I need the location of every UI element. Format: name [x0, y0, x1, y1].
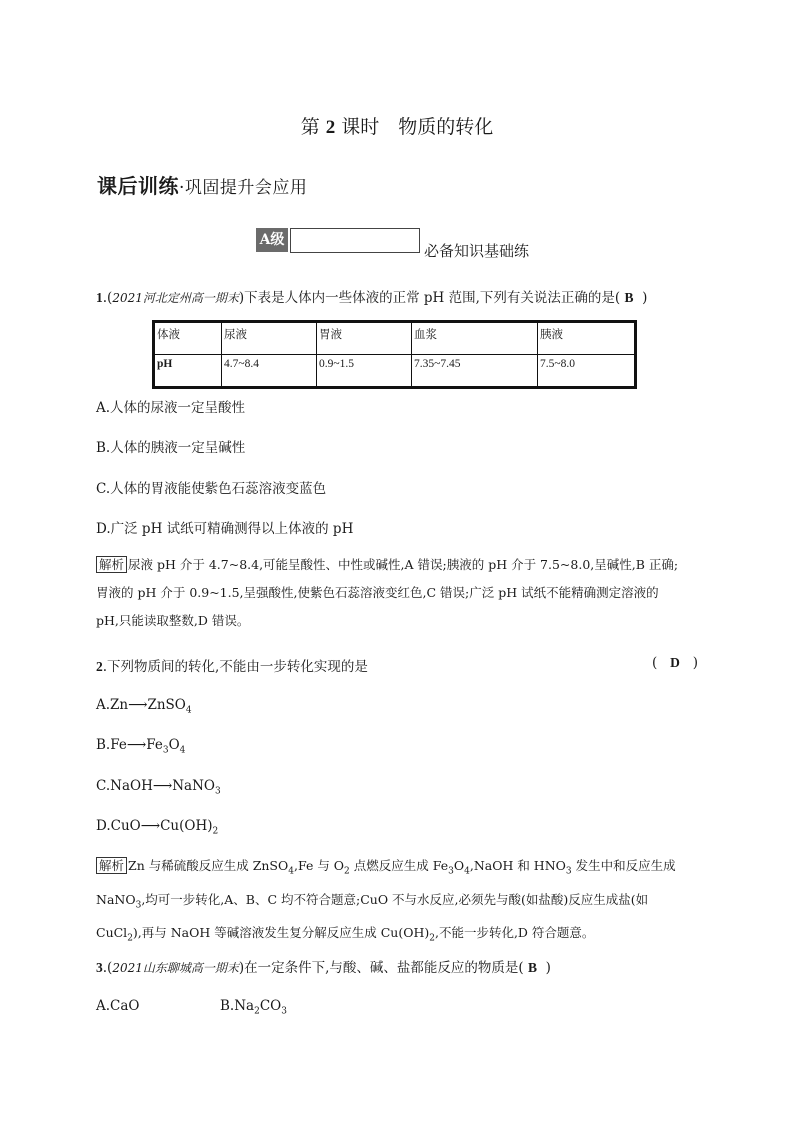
- explanation-1: 解析 尿液 pH 介于 4.7~8.4,可能呈酸性、中性或碱性,A 错误;胰液的 pH 介于 7.5~8.0,呈碱性,B 正确; 胃液的 pH 介于 0.9~1.5,呈强酸性,使紫色石蕊溶液变红色,C 错误;广泛 pH 试纸不能精确测定溶液的 pH,只能读取整数,D 错误。: [96, 557, 679, 628]
- page-title: 第 2 课时 物质的转化: [300, 116, 494, 138]
- option-1a: A.人体的尿液一定呈酸性: [96, 400, 246, 416]
- option-3a: A.CaO: [96, 998, 140, 1014]
- question-2: 2.下列物质间的转化,不能由一步转化实现的是: [96, 659, 368, 675]
- level-badge: A级: [256, 228, 288, 252]
- option-1d: D.广泛 pH 试纸可精确测得以上体液的 pH: [96, 521, 354, 537]
- question-1: 1.(2021河北定州高一期末)下表是人体内一些体液的正常 pH 范围,下列有关说法正确的是( B ): [96, 290, 648, 306]
- explanation-tag: 解析: [96, 857, 127, 874]
- answer-2: D: [670, 655, 680, 670]
- section-heading: 课后训练·巩固提升会应用: [97, 174, 308, 198]
- option-1c: C.人体的胃液能使紫色石蕊溶液变蓝色: [96, 481, 327, 497]
- answer-1: B: [624, 290, 634, 305]
- level-blank-box: [290, 228, 420, 253]
- option-2a: A.Zn⟶ZnSO$_4$: [96, 697, 192, 716]
- level-header: [256, 228, 420, 254]
- table-row: 体液 尿液 胃液 血浆 胰液: [154, 322, 636, 355]
- explanation-2: 解析 Zn 与稀硫酸反应生成 ZnSO$_4$,Fe 与 $O_2$ 点燃反应生成 $Fe_3O_4,NaOH$ 和 $HNO_3$ 发生中和反应生成 NaNO$_3$,均可一步转化,A、B、C 均不符合题意;CuO 不与水反应,必须先与酸(如盐酸)反应生成盐(如 CuCl$_2$),再与 NaOH 等碱溶液发生复分解反应生成 $Cu(OH)_2$,不能一步转化,D 符合题意。: [96, 858, 676, 944]
- option-2d: $D.CuO⟶Cu(OH)_2$: [96, 818, 219, 837]
- ph-table: [152, 320, 637, 389]
- option-1b: B.人体的胰液一定呈碱性: [96, 440, 246, 456]
- option-2c: C.NaOH⟶NaNO$_3$: [96, 778, 221, 797]
- level-title: 必备知识基础练: [424, 242, 530, 260]
- table-row: pH 4.7~8.4 0.9~1.5 7.35~7.45 7.5~8.0: [154, 355, 636, 388]
- option-2b: $B.Fe⟶Fe_3O_4$: [96, 737, 186, 756]
- answer-2-wrap: ( D ): [651, 655, 698, 671]
- answer-3: B: [527, 960, 537, 975]
- question-3: 3.(2021山东聊城高一期末)在一定条件下,与酸、碱、盐都能反应的物质是( B ): [96, 960, 551, 976]
- explanation-tag: 解析: [96, 556, 127, 573]
- option-3b: $B.Na_2CO_3$: [220, 998, 287, 1017]
